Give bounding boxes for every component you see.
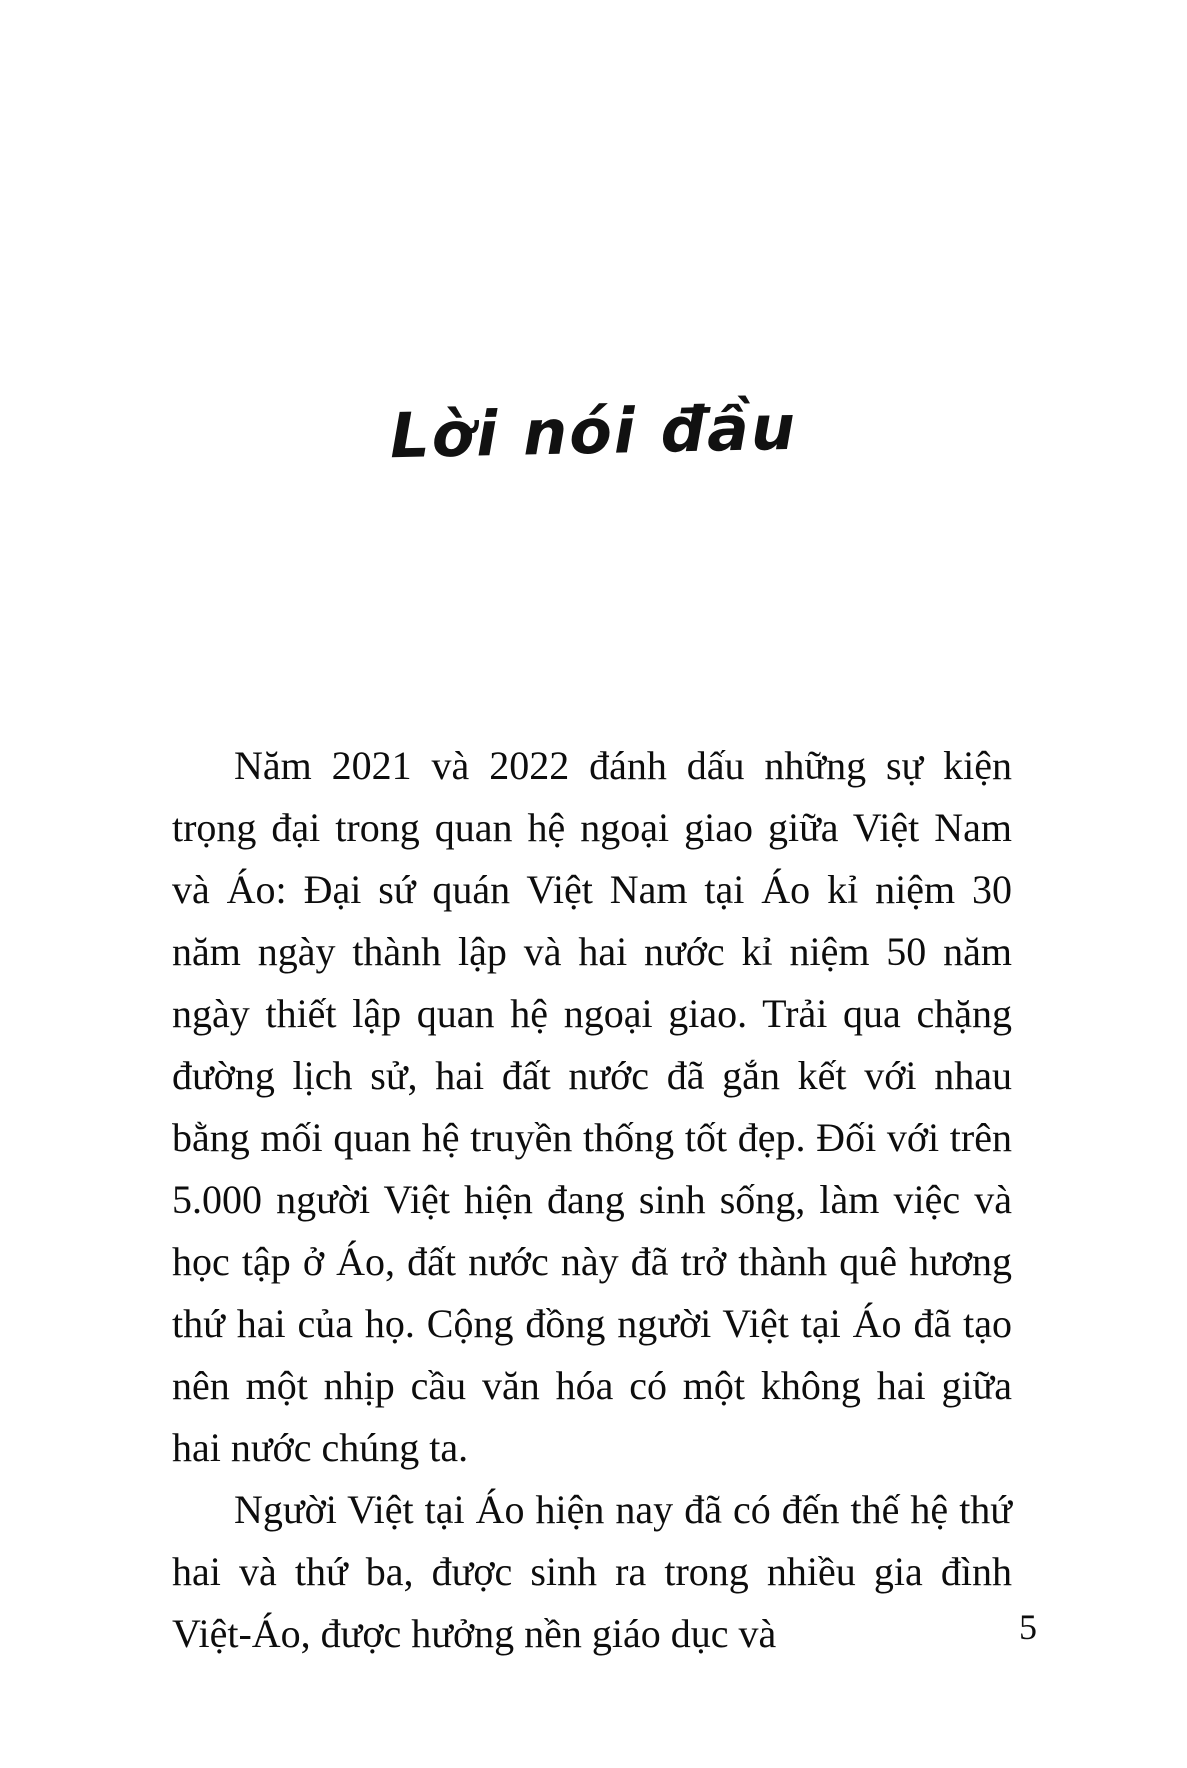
- paragraph: Người Việt tại Áo hiện nay đã có đến thế hệ thứ hai và thứ ba, được sinh ra trong nhiều gia đình Việt-Áo, được hưởng nền giáo dục và: [172, 1487, 1012, 1656]
- page-number: 5: [1019, 1607, 1037, 1647]
- page-title: Lời nói đầu: [389, 390, 798, 473]
- paragraph: Năm 2021 và 2022 đánh dấu những sự kiện trọng đại trong quan hệ ngoại giao giữa Việt Nam và Áo: Đại sứ quán Việt Nam tại Áo kỉ niệm 30 năm ngày thành lập và hai nước kỉ niệm 50 năm ngày thiết lập quan hệ ngoại giao. Trải qua chặng đường lịch sử, hai đất nước đã gắn kết với nhau bằng mối quan hệ truyền thống tốt đẹp. Đối với trên 5.000 người Việt hiện đang sinh sống, làm việc và học tập ở Áo, đất nước này đã trở thành quê hương thứ hai của họ. Cộng đồng người Việt tại Áo đã tạo nên một nhịp cầu văn hóa có một không hai giữa hai nước chúng ta.: [172, 743, 1012, 1470]
- body-text: [172, 735, 1012, 1665]
